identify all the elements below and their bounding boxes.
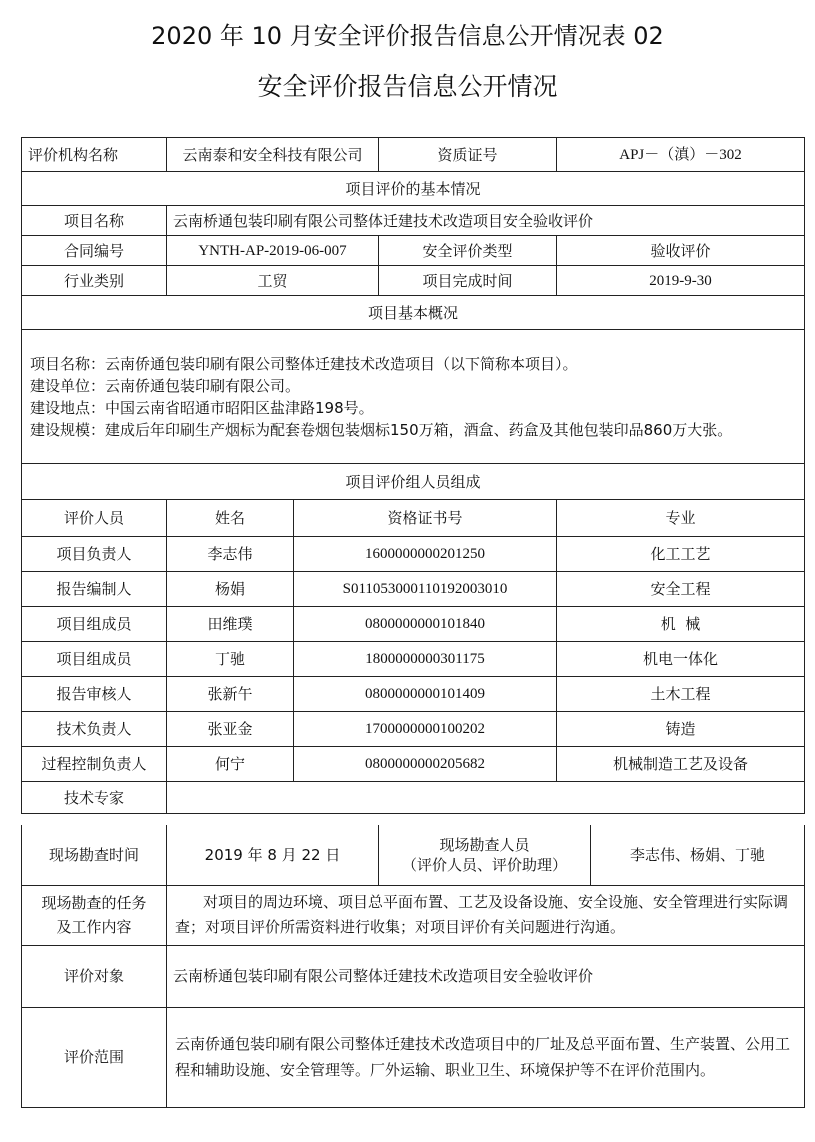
overview-body bbox=[22, 330, 805, 464]
site-task-label-line1: 现场勘查的任务 bbox=[41, 894, 147, 912]
expert-row bbox=[22, 782, 805, 814]
member-name: 李志伟 bbox=[167, 537, 294, 572]
team-header-major: 专业 bbox=[557, 500, 805, 537]
member-role: 项目组成员 bbox=[22, 607, 167, 642]
site-table bbox=[21, 825, 805, 1108]
org-name: 云南泰和安全科技有限公司 bbox=[167, 138, 379, 172]
member-cert: 0800000000205682 bbox=[294, 747, 557, 782]
member-role: 过程控制负责人 bbox=[22, 747, 167, 782]
site-task-label-line2: 及工作内容 bbox=[56, 918, 132, 936]
member-cert: 1700000000100202 bbox=[294, 712, 557, 747]
expert-label: 技术专家 bbox=[22, 782, 167, 814]
team-header-role: 评价人员 bbox=[22, 500, 167, 537]
eval-scope-label: 评价范围 bbox=[22, 1007, 167, 1107]
contract-number: YNTH-AP-2019-06-007 bbox=[167, 236, 379, 266]
document-subtitle: 安全评价报告信息公开情况 bbox=[257, 72, 558, 101]
member-cert: 0800000000101409 bbox=[294, 677, 557, 712]
member-role: 报告编制人 bbox=[22, 572, 167, 607]
table-row bbox=[22, 537, 805, 572]
site-people-label-line2: （评价人员、评价助理） bbox=[401, 855, 567, 874]
table-row bbox=[22, 642, 805, 677]
finish-label: 项目完成时间 bbox=[379, 266, 557, 296]
org-label: 评价机构名称 bbox=[22, 138, 167, 172]
member-role: 项目负责人 bbox=[22, 537, 167, 572]
member-cert: 1800000000301175 bbox=[294, 642, 557, 677]
member-cert: 0800000000101840 bbox=[294, 607, 557, 642]
member-major: 铸造 bbox=[557, 712, 805, 747]
info-table bbox=[21, 137, 805, 814]
member-cert: S011053000110192003010 bbox=[294, 572, 557, 607]
table-row bbox=[22, 572, 805, 607]
eval-scope-value: 云南侨通包装印刷有限公司整体迁建技术改造项目中的厂址及总平面布置、生产装置、公用工程和辅助设施、安全管理等。厂外运输、职业卫生、环境保护等不在评价范围内。 bbox=[167, 1007, 805, 1107]
eval-scope-row bbox=[22, 1007, 805, 1107]
cert-number: APJ－（滇）－302 bbox=[557, 138, 805, 172]
member-name: 丁驰 bbox=[167, 642, 294, 677]
finish-date: 2019-9-30 bbox=[557, 266, 805, 296]
eval-object-value: 云南桥通包装印刷有限公司整体迁建技术改造项目安全验收评价 bbox=[167, 945, 805, 1007]
org-row bbox=[22, 138, 805, 172]
site-time-value: 2019 年 8 月 22 日 bbox=[167, 825, 379, 885]
member-major: 化工工艺 bbox=[557, 537, 805, 572]
overview-line: 项目名称：云南侨通包装印刷有限公司整体迁建技术改造项目（以下简称本项目）。 bbox=[30, 354, 578, 373]
eval-type-value: 验收评价 bbox=[557, 236, 805, 266]
table-row bbox=[22, 677, 805, 712]
member-name: 张亚金 bbox=[167, 712, 294, 747]
contract-row bbox=[22, 236, 805, 266]
site-task-value: 对项目的周边环境、项目总平面布置、工艺及设备设施、安全设施、安全管理进行实际调查；对项目评价所需资料进行收集；对项目评价有关问题进行沟通。 bbox=[167, 885, 805, 945]
member-major: 机 械 bbox=[557, 607, 805, 642]
site-time-row bbox=[22, 825, 805, 885]
member-role: 技术负责人 bbox=[22, 712, 167, 747]
site-task-label bbox=[22, 885, 167, 945]
overview-line: 建设地点：中国云南省昭通市昭阳区盐津路198号。 bbox=[30, 398, 374, 417]
overview-line: 建设规模：建成后年印刷生产烟标为配套卷烟包装烟标150万箱，酒盒、药盒及其他包装印品860万大张。 bbox=[30, 420, 733, 439]
eval-object-row bbox=[22, 945, 805, 1007]
site-people-value: 李志伟、杨娟、丁驰 bbox=[591, 825, 805, 885]
member-name: 杨娟 bbox=[167, 572, 294, 607]
project-name-value: 云南桥通包装印刷有限公司整体迁建技术改造项目安全验收评价 bbox=[167, 206, 805, 236]
eval-object-label: 评价对象 bbox=[22, 945, 167, 1007]
overview-body-row bbox=[22, 330, 805, 464]
basic-heading-row bbox=[22, 172, 805, 206]
member-cert: 1600000000201250 bbox=[294, 537, 557, 572]
basic-heading: 项目评价的基本情况 bbox=[22, 172, 805, 206]
member-role: 项目组成员 bbox=[22, 642, 167, 677]
member-major: 土木工程 bbox=[557, 677, 805, 712]
eval-type-label: 安全评价类型 bbox=[379, 236, 557, 266]
project-name-label: 项目名称 bbox=[22, 206, 167, 236]
table-row bbox=[22, 712, 805, 747]
overview-line: 建设单位：云南侨通包装印刷有限公司。 bbox=[30, 376, 301, 395]
site-people-label-line1: 现场勘查人员 bbox=[439, 835, 530, 854]
site-people-label bbox=[379, 825, 591, 885]
team-header-cert: 资格证书号 bbox=[294, 500, 557, 537]
member-major: 机械制造工艺及设备 bbox=[557, 747, 805, 782]
document-title: 2020 年 10 月安全评价报告信息公开情况表 02 bbox=[151, 22, 664, 50]
overview-heading: 项目基本概况 bbox=[22, 296, 805, 330]
table-row bbox=[22, 747, 805, 782]
industry-label: 行业类别 bbox=[22, 266, 167, 296]
site-task-row bbox=[22, 885, 805, 945]
cert-label: 资质证号 bbox=[379, 138, 557, 172]
industry-value: 工贸 bbox=[167, 266, 379, 296]
member-major: 安全工程 bbox=[557, 572, 805, 607]
team-header-name: 姓名 bbox=[167, 500, 294, 537]
overview-heading-row bbox=[22, 296, 805, 330]
team-heading: 项目评价组人员组成 bbox=[22, 464, 805, 500]
member-name: 何宁 bbox=[167, 747, 294, 782]
expert-value bbox=[167, 782, 805, 814]
member-major: 机电一体化 bbox=[557, 642, 805, 677]
member-name: 田维璞 bbox=[167, 607, 294, 642]
team-header-row bbox=[22, 500, 805, 537]
contract-label: 合同编号 bbox=[22, 236, 167, 266]
table-row bbox=[22, 607, 805, 642]
industry-row bbox=[22, 266, 805, 296]
site-time-label: 现场勘查时间 bbox=[22, 825, 167, 885]
team-heading-row bbox=[22, 464, 805, 500]
member-role: 报告审核人 bbox=[22, 677, 167, 712]
member-name: 张新午 bbox=[167, 677, 294, 712]
project-name-row bbox=[22, 206, 805, 236]
